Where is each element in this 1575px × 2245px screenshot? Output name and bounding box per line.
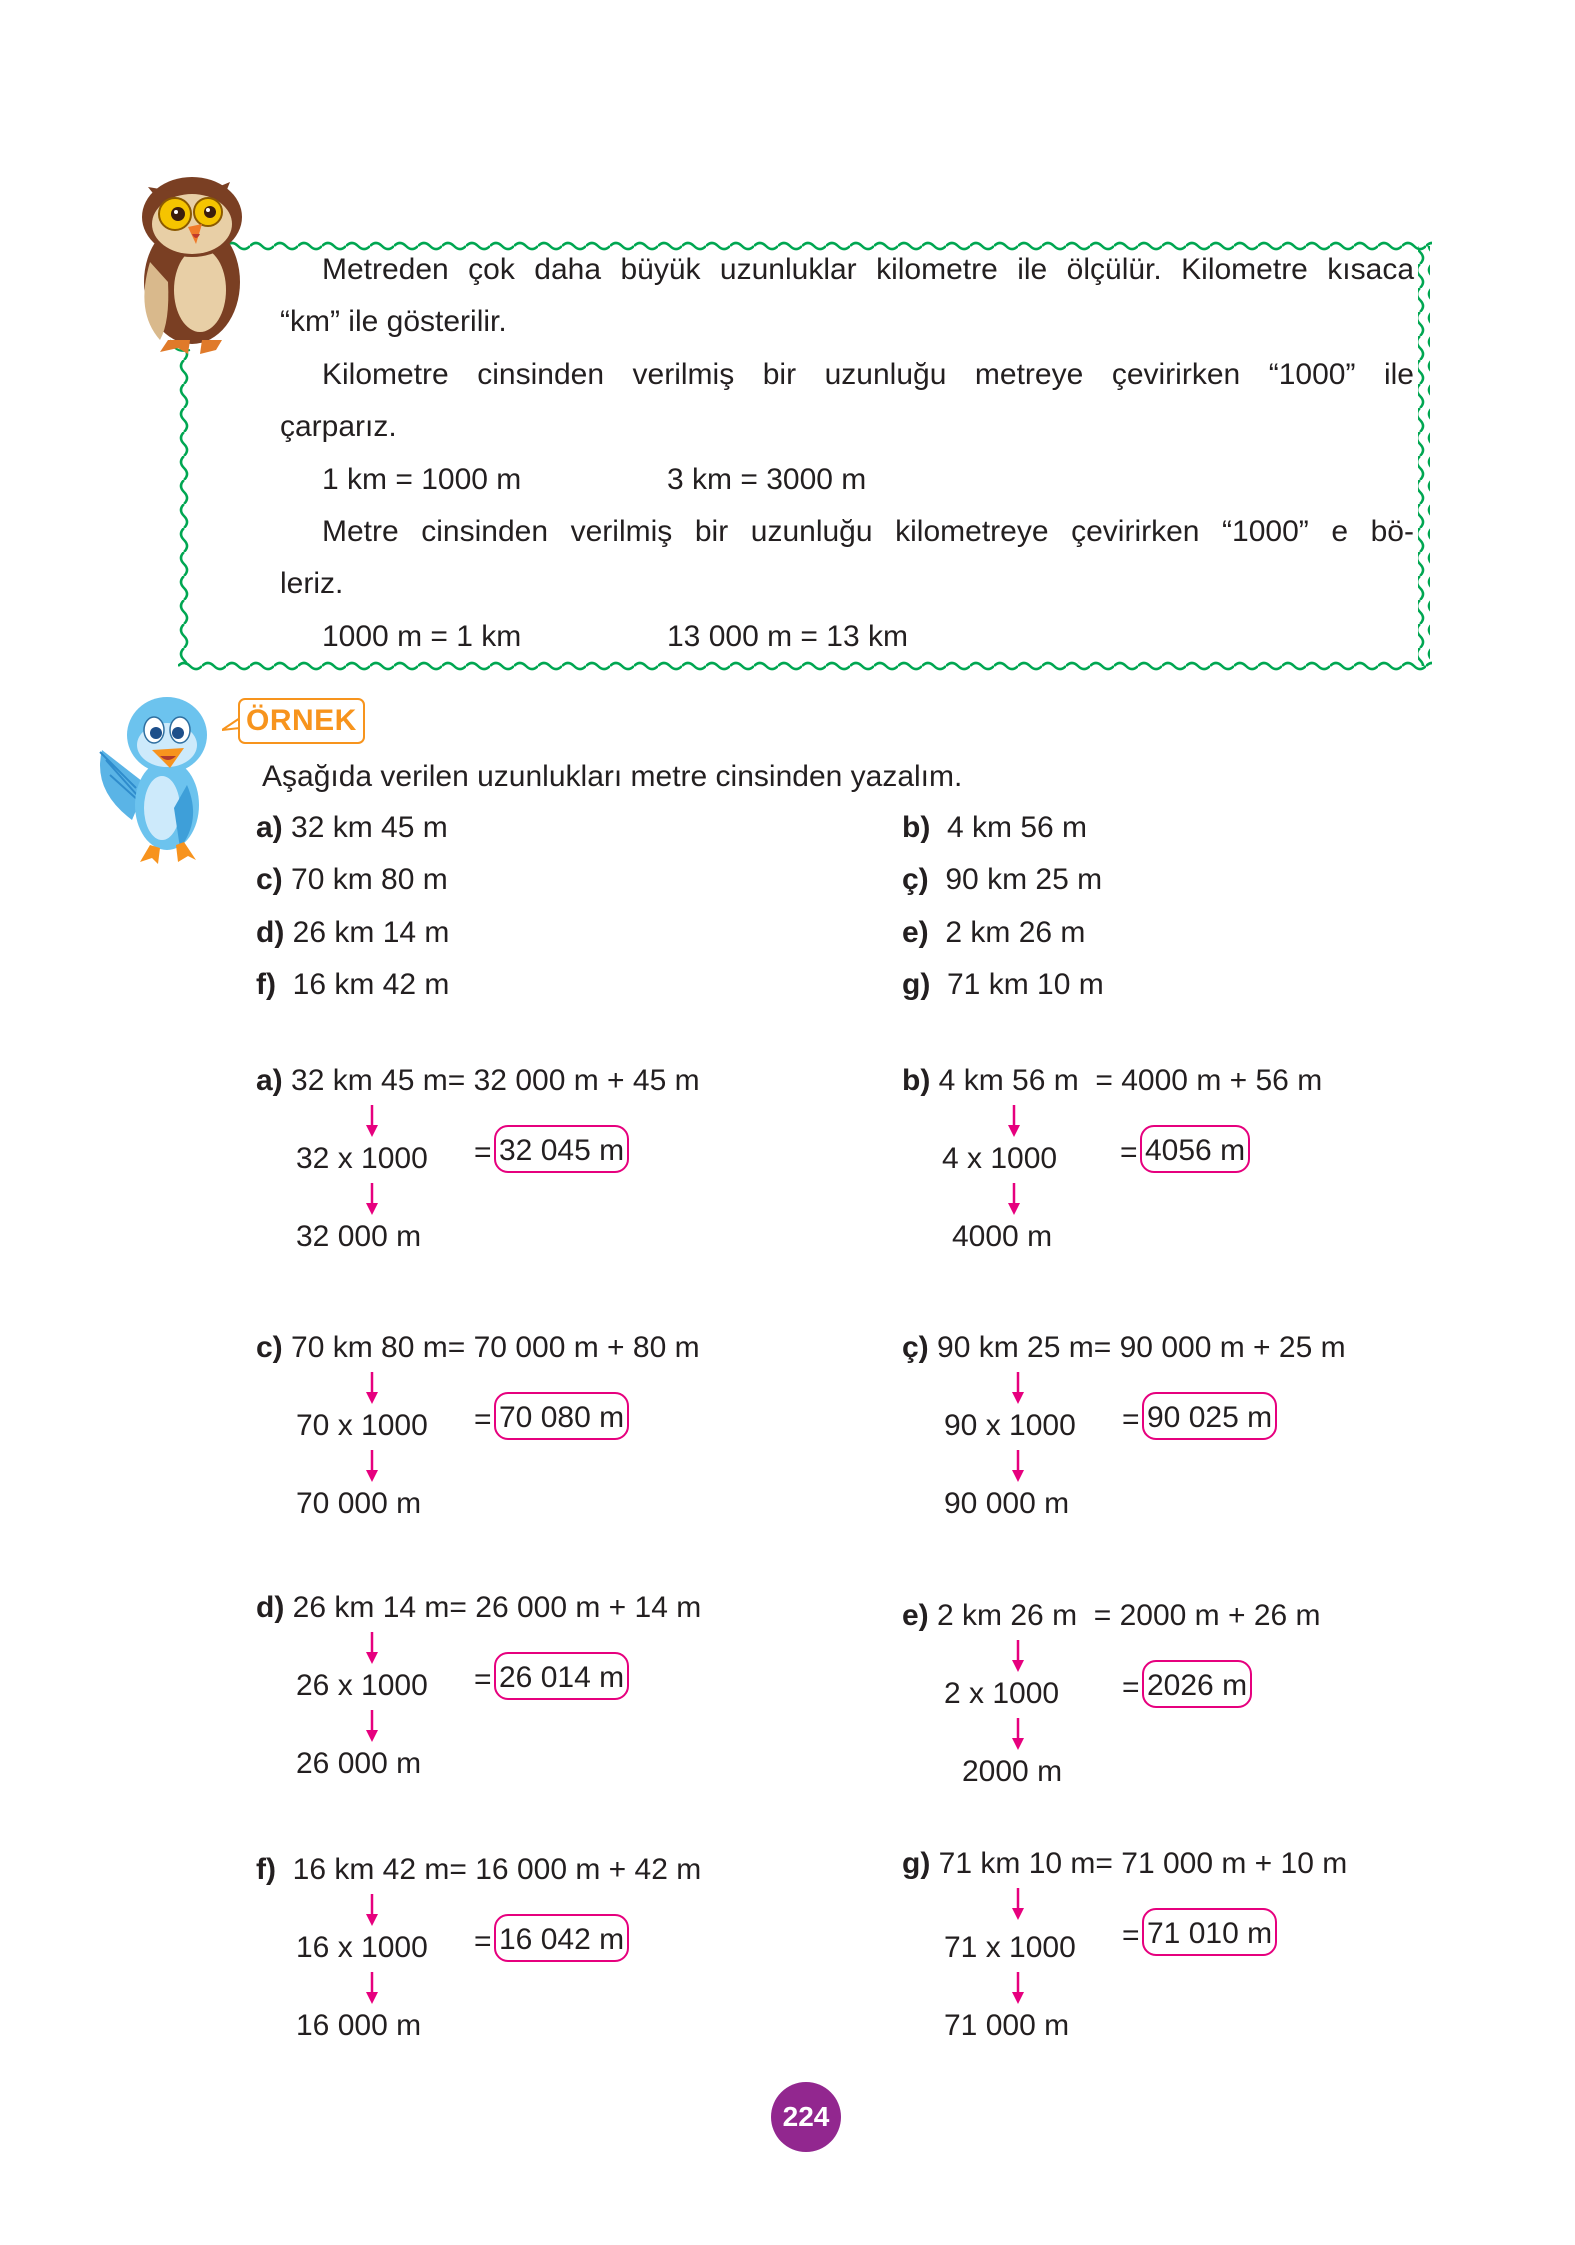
- list-item-g: [902, 967, 1104, 1003]
- solution-multiplication: 71 x 1000: [944, 1931, 1076, 1964]
- example-1km: 1 km = 1000 m: [322, 463, 522, 496]
- solution-multiplication: 2 x 1000: [944, 1677, 1060, 1710]
- item-value: 2 km 26 m: [945, 916, 1086, 949]
- solution-label: a): [256, 1064, 283, 1097]
- solution-sum: = 70 000 m + 80 m: [447, 1331, 700, 1364]
- arrow-down-icon: [364, 1105, 380, 1139]
- item-label: g): [902, 968, 931, 1001]
- item-label: d): [256, 916, 285, 949]
- solution-equals: =: [474, 1403, 492, 1436]
- list-item-d: [256, 915, 449, 951]
- arrow-down-icon: [1010, 1972, 1026, 2006]
- solution-km-in-m: 16 000 m: [296, 2009, 422, 2042]
- item-value: 32 km 45 m: [291, 811, 448, 844]
- info-line-6: leriz.: [280, 567, 344, 600]
- solution-sum: = 90 000 m + 25 m: [1093, 1331, 1346, 1364]
- solution-result: 4056 m: [1140, 1125, 1250, 1173]
- arrow-down-icon: [1006, 1183, 1022, 1217]
- solution-sum: = 2000 m + 26 m: [1093, 1599, 1321, 1632]
- item-label: c): [256, 863, 283, 896]
- item-value: 16 km 42 m: [292, 968, 450, 1001]
- arrow-down-icon: [364, 1372, 380, 1406]
- arrow-down-icon: [364, 1894, 380, 1928]
- item-value: 4 km 56 m: [947, 811, 1088, 844]
- solution-km-in-m: 90 000 m: [944, 1487, 1070, 1520]
- solution-label: e): [902, 1599, 929, 1632]
- list-item-e: [902, 915, 1085, 951]
- solution-label: d): [256, 1591, 285, 1624]
- solution-multiplication: 26 x 1000: [296, 1669, 428, 1702]
- info-line-2: “km” ile gösterilir.: [280, 305, 507, 338]
- owl-mascot-icon: [130, 172, 255, 357]
- arrow-down-icon: [364, 1972, 380, 2006]
- arrow-down-icon: [1006, 1105, 1022, 1139]
- solution-result: 32 045 m: [494, 1125, 629, 1173]
- info-line-5: Metre cinsinden verilmiş bir uzunluğu kilometreye çevirirken “1000” e bö-: [322, 515, 1414, 548]
- solution-expression: 2 km 26 m: [937, 1599, 1078, 1632]
- solution-f: [256, 1852, 856, 2082]
- solution-multiplication: 4 x 1000: [942, 1142, 1058, 1175]
- arrow-down-icon: [1010, 1888, 1026, 1922]
- item-label: ç): [902, 863, 929, 896]
- solution-result: 90 025 m: [1142, 1392, 1277, 1440]
- solution-expression: 4 km 56 m: [938, 1064, 1079, 1097]
- solution-expression: 71 km 10 m: [938, 1847, 1096, 1880]
- example-1000m: 1000 m = 1 km: [322, 620, 522, 653]
- solution-equals: =: [1122, 1403, 1140, 1436]
- example-13000m: 13 000 m = 13 km: [667, 620, 908, 653]
- solution-sum: = 16 000 m + 42 m: [449, 1853, 702, 1886]
- solution-result: 71 010 m: [1142, 1908, 1277, 1956]
- item-value: 71 km 10 m: [947, 968, 1104, 1001]
- solution-expression: 32 km 45 m: [291, 1064, 448, 1097]
- example-3km: 3 km = 3000 m: [667, 463, 867, 496]
- solution-sum: = 4000 m + 56 m: [1095, 1064, 1323, 1097]
- solution-label: ç): [902, 1331, 929, 1364]
- solution-sum: = 32 000 m + 45 m: [447, 1064, 700, 1097]
- solution-equals: =: [1122, 1919, 1140, 1952]
- arrow-down-icon: [1010, 1640, 1026, 1674]
- arrow-down-icon: [364, 1710, 380, 1744]
- solution-sum: = 71 000 m + 10 m: [1095, 1847, 1348, 1880]
- solution-e: [902, 1598, 1502, 1828]
- solution-km-in-m: 4000 m: [952, 1220, 1053, 1253]
- solution-c: [256, 1330, 856, 1560]
- solution-expression: 16 km 42 m: [292, 1853, 450, 1886]
- solution-result: 26 014 m: [494, 1652, 629, 1700]
- example-prompt: Aşağıda verilen uzunlukları metre cinsinden yazalım.: [262, 760, 963, 793]
- arrow-down-icon: [1010, 1372, 1026, 1406]
- solution-expression: 70 km 80 m: [291, 1331, 448, 1364]
- solution-b: [902, 1063, 1502, 1293]
- list-item-c: [256, 862, 448, 898]
- solution-equals: =: [474, 1663, 492, 1696]
- solution-equals: =: [474, 1925, 492, 1958]
- solution-label: b): [902, 1064, 931, 1097]
- info-line-3: Kilometre cinsinden verilmiş bir uzunluğu metreye çevirirken “1000” ile: [322, 358, 1414, 391]
- solution-d: [256, 1590, 856, 1820]
- solution-km-in-m: 70 000 m: [296, 1487, 422, 1520]
- solution-km-in-m: 2000 m: [962, 1755, 1063, 1788]
- arrow-down-icon: [364, 1632, 380, 1666]
- solution-expression: 90 km 25 m: [937, 1331, 1094, 1364]
- solution-multiplication: 16 x 1000: [296, 1931, 428, 1964]
- item-value: 70 km 80 m: [291, 863, 448, 896]
- solution-label: f): [256, 1853, 276, 1886]
- arrow-down-icon: [364, 1450, 380, 1484]
- solution-label: c): [256, 1331, 283, 1364]
- item-label: f): [256, 968, 276, 1001]
- solution-expression: 26 km 14 m: [292, 1591, 450, 1624]
- list-item-c-cedilla: [902, 862, 1102, 898]
- solution-km-in-m: 32 000 m: [296, 1220, 422, 1253]
- solution-km-in-m: 71 000 m: [944, 2009, 1070, 2042]
- list-item-b: [902, 810, 1087, 846]
- page-number: 224: [771, 2082, 841, 2152]
- item-label: a): [256, 811, 283, 844]
- solution-multiplication: 32 x 1000: [296, 1142, 428, 1175]
- solution-equals: =: [474, 1136, 492, 1169]
- info-line-4: çarparız.: [280, 410, 397, 443]
- solution-result: 16 042 m: [494, 1914, 629, 1962]
- solution-km-in-m: 26 000 m: [296, 1747, 422, 1780]
- item-label: e): [902, 916, 929, 949]
- solution-a: [256, 1063, 856, 1293]
- info-line-1: Metreden çok daha büyük uzunluklar kilometre ile ölçülür. Kilometre kısaca: [322, 253, 1414, 286]
- arrow-down-icon: [1010, 1718, 1026, 1752]
- solution-result: 2026 m: [1142, 1660, 1252, 1708]
- solution-multiplication: 70 x 1000: [296, 1409, 428, 1442]
- solution-multiplication: 90 x 1000: [944, 1409, 1076, 1442]
- item-value: 26 km 14 m: [292, 916, 450, 949]
- item-label: b): [902, 811, 931, 844]
- solution-g: [902, 1846, 1502, 2076]
- solution-result: 70 080 m: [494, 1392, 629, 1440]
- arrow-down-icon: [1010, 1450, 1026, 1484]
- item-value: 90 km 25 m: [945, 863, 1103, 896]
- solution-c-cedilla: [902, 1330, 1502, 1560]
- bird-mascot-icon: [92, 690, 232, 865]
- arrow-down-icon: [364, 1183, 380, 1217]
- solution-sum: = 26 000 m + 14 m: [449, 1591, 702, 1624]
- solution-equals: =: [1120, 1136, 1138, 1169]
- example-badge: ÖRNEK: [238, 698, 365, 744]
- list-item-f: [256, 967, 449, 1003]
- solution-equals: =: [1122, 1671, 1140, 1704]
- solution-label: g): [902, 1847, 931, 1880]
- list-item-a: [256, 810, 448, 846]
